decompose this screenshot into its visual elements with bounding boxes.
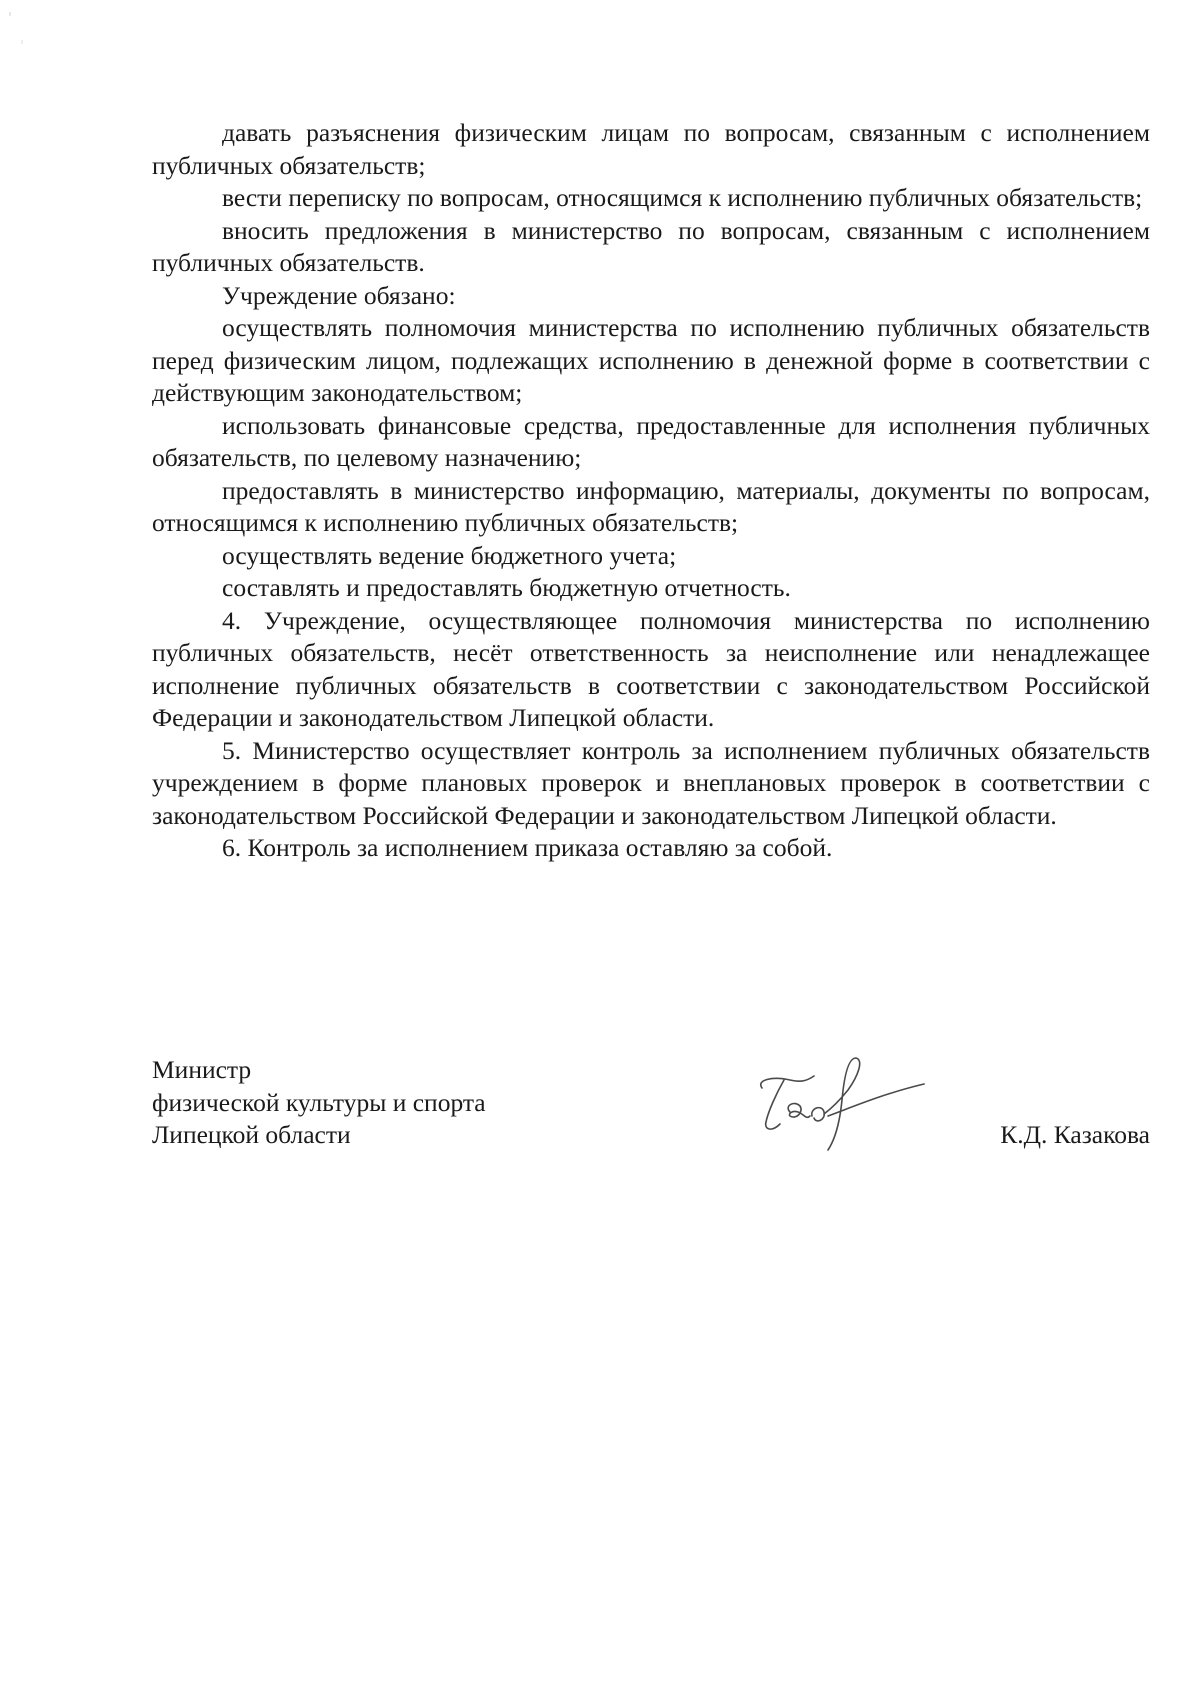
signatory-title-line-3: Липецкой области [152,1120,351,1149]
paragraph-use-funds: использовать финансовые средства, предоставленные для исполнения публичных обязательств, по целевому назначению; [152,410,1150,472]
signatory-title-line-2: физической культуры и спорта [152,1087,486,1117]
paragraph-item-6: 6. Контроль за исполнением приказа оставляю за собой. [222,833,833,862]
paragraph-item-5: 5. Министерство осуществляет контроль за исполнением публичных обязательств учреждением в форме плановых проверок и внеплановых проверок в соответствии с законодательством Российской Федерации и законодательством Липецкой области. [152,735,1150,830]
document-body [152,117,1150,865]
paragraph-provide-info: предоставлять в министерство информацию, материалы, документы по вопросам, относящимся к исполнению публичных обязательств; [152,475,1150,537]
paragraph-correspondence: вести переписку по вопросам, относящимся к исполнению публичных обязательств; [222,183,1143,212]
handwritten-signature [732,1050,932,1160]
paragraph-explanations: давать разъяснения физическим лицам по вопросам, связанным с исполнением публичных обязательств; [152,118,1150,180]
paragraph-budget-accounting: осуществлять ведение бюджетного учета; [222,540,677,570]
paragraph-proposals: вносить предложения в министерство по вопросам, связанным с исполнением публичных обязательств. [152,215,1150,277]
signatory-title-line-1: Министр [152,1055,252,1084]
scan-artifact [6,10,26,50]
paragraph-item-4: 4. Учреждение, осуществляющее полномочия министерства по исполнению публичных обязательств, несёт ответственность за неисполнение или ненадлежащее исполнение публичных обязательств в соответствии с законодательством Российской Федерации и законодательством Липецкой области. [152,605,1150,732]
paragraph-budget-reporting: составлять и предоставлять бюджетную отчетность. [222,573,791,602]
signatory-name: К.Д. Казакова [1000,1120,1150,1149]
paragraph-exercise-powers: осуществлять полномочия министерства по исполнению публичных обязательств перед физическим лицом, подлежащих исполнению в денежной форме в соответствии с действующим законодательством; [152,313,1150,407]
paragraph-obligations-heading: Учреждение обязано: [222,280,456,310]
signatory-title [152,1054,612,1152]
